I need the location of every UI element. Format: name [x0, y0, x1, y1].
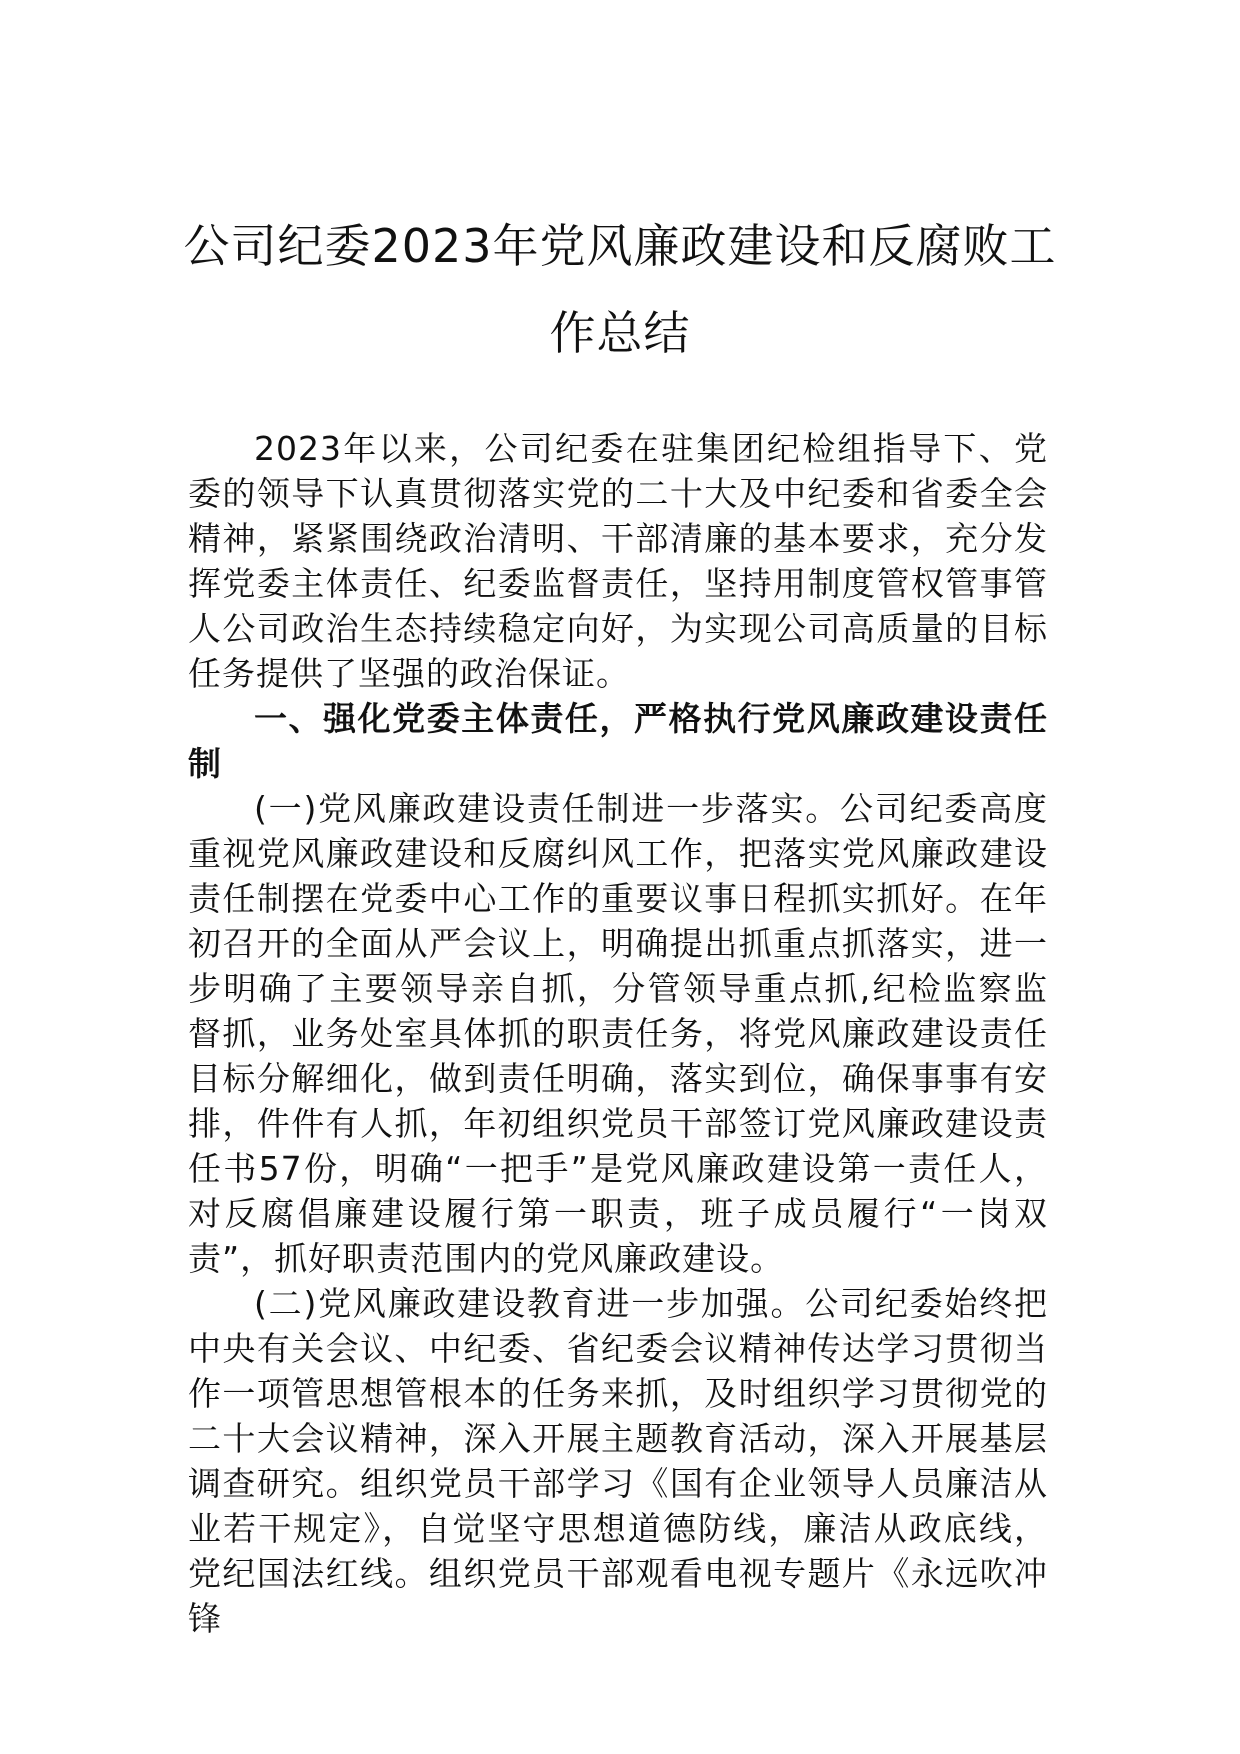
- document-title-line-1: 公司纪委2023年党风廉政建设和反腐败工: [183, 219, 1057, 273]
- intro-paragraph: 2023年以来，公司纪委在驻集团纪检组指导下、党委的领导下认真贯彻落实党的二十大及中纪委和省委全会精神，紧紧围绕政治清明、干部清廉的基本要求，充分发挥党委主体责任、纪委监督责任，坚持用制度管权管事管人公司政治生态持续稳定向好，为实现公司高质量的目标任务提供了坚强的政治保证。: [188, 429, 1048, 693]
- subsection-paragraph-1: (一)党风廉政建设责任制进一步落实。公司纪委高度重视党风廉政建设和反腐纠风工作，把落实党风廉政建设责任制摆在党委中心工作的重要议事日程抓实抓好。在年初召开的全面从严会议上，明确提出抓重点抓落实，进一步明确了主要领导亲自抓，分管领导重点抓,纪检监察监督抓，业务处室具体抓的职责任务，将党风廉政建设责任目标分解细化，做到责任明确，落实到位，确保事事有安排，件件有人抓，年初组织党员干部签订党风廉政建设责任书57份，明确“一把手”是党风廉政建设第一责任人，对反腐倡廉建设履行第一职责，班子成员履行“一岗双责”，抓好职责范围内的党风廉政建设。: [188, 789, 1048, 1278]
- document-title-line-2: 作总结: [549, 306, 691, 360]
- document-body: [188, 426, 1048, 1641]
- section-heading-1: 一、强化党委主体责任，严格执行党风廉政建设责任制: [188, 699, 1048, 783]
- subsection-paragraph-2: (二)党风廉政建设教育进一步加强。公司纪委始终把中央有关会议、中纪委、省纪委会议精神传达学习贯彻当作一项管思想管根本的任务来抓，及时组织学习贯彻党的二十大会议精神，深入开展主题教育活动，深入开展基层调查研究。组织党员干部学习《国有企业领导人员廉洁从业若干规定》，自觉坚守思想道德防线，廉洁从政底线，党纪国法红线。组织党员干部观看电视专题片《永远吹冲锋: [188, 1284, 1048, 1638]
